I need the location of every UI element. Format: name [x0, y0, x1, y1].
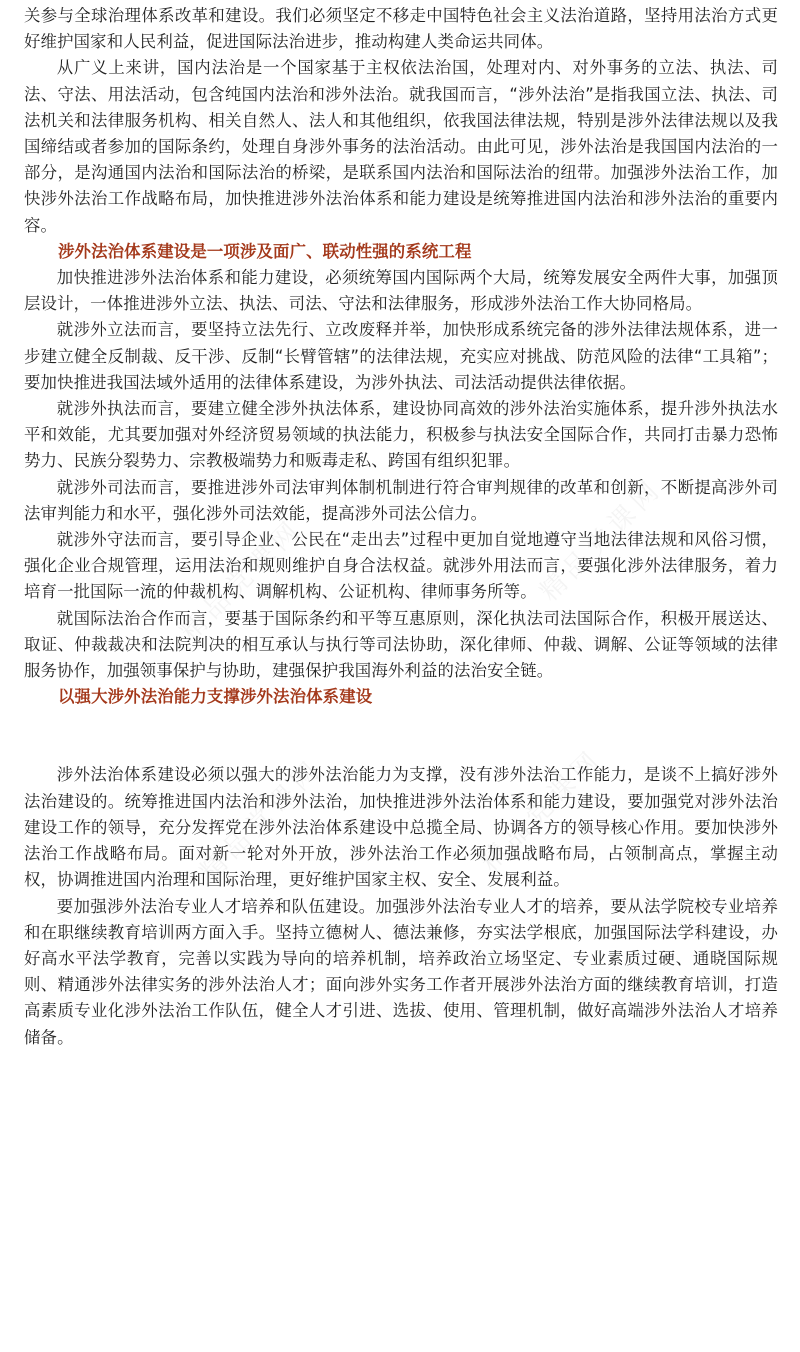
paragraph-foreign-compliance: 就涉外守法而言，要引导企业、公民在“走出去”过程中更加自觉地遵守当地法律法规和风俗习惯，强化企业合规管理，运用法治和规则维护自身合法权益。就涉外用法而言，要强化涉外法律服务，着力培育一批国际一流的仲裁机构、调解机构、公证机构、律师事务所等。: [24, 530, 778, 602]
paragraph-foreign-judiciary: 就涉外司法而言，要推进涉外司法审判体制机制进行符合审判规律的改革和创新，不断提高涉外司法审判能力和水平，强化涉外司法效能，提高涉外司法公信力。: [24, 477, 778, 523]
section-heading-systems-engineering: 涉外法治体系建设是一项涉及面广、联动性强的系统工程: [58, 241, 472, 261]
article-body: [24, 3, 778, 1051]
paragraph-intro-continued: 关参与全球治理体系改革和建设。我们必须坚定不移走中国特色社会主义法治道路，坚持用法治方式更好维护国家和人民利益，促进国际法治进步，推动构建人类命运共同体。: [24, 6, 778, 52]
paragraph-foreign-enforcement: 就涉外执法而言，要建立健全涉外执法体系，建设协同高效的涉外法治实施体系，提升涉外执法水平和效能，尤其要加强对外经济贸易领域的执法能力，积极参与执法安全国际合作，共同打击暴力恐怖势力、民族分裂势力、宗教极端势力和贩毒走私、跨国有组织犯罪。: [24, 399, 778, 471]
paragraph-international-cooperation: 就国际法治合作而言，要基于国际条约和平等互惠原则，深化执法司法国际合作，积极开展送达、取证、仲裁裁决和法院判决的相互承认与执行等司法协助，深化律师、仲裁、调解、公证等领域的法律服务协作，加强领事保护与协助，建强保护我国海外利益的法治安全链。: [24, 608, 778, 681]
watermark-1: 精品党课网: [174, 513, 309, 648]
paragraph-domestic-rule-of-law: 从广义上来讲，国内法治是一个国家基于主权依法治国，处理对内、对外事务的立法、执法、司法、守法、用法活动，包含纯国内法治和涉外法治。就我国而言，“涉外法治”是指我国立法、执法、司法机关和法律服务机构、相关自然人、法人和其他组织，依我国法律法规，特别是涉外法律法规以及我国缔结或者参加的国际条约，处理自身涉外事务的法治活动。由此可见，涉外法治是我国国内法治的一部分，是沟通国内法治和国际法治的桥梁，是联系国内法治和国际法治的纽带。加强涉外法治工作，加快涉外法治工作战略布局，加快推进涉外法治体系和能力建设是统筹推进国内法治和涉外法治的重要内容。: [24, 58, 778, 235]
paragraph-overall-planning: 加快推进涉外法治体系和能力建设，必须统筹国内国际两个大局，统筹发展安全两件大事，加强顶层设计，一体推进涉外立法、执法、司法、守法和法律服务，形成涉外法治工作大协同格局。: [24, 268, 778, 314]
watermark-2: 精品党课网: [534, 473, 669, 608]
paragraph-foreign-legislation: 就涉外立法而言，要坚持立法先行、立改废释并举，加快形成系统完备的涉外法律法规体系，进一步建立健全反制裁、反干涉、反制“长臂管辖”的法律法规，充实应对挑战、防范风险的法律“工具箱”；要加快推进我国法域外适用的法律体系建设，为涉外执法、司法活动提供法律依据。: [24, 320, 778, 392]
watermark-4: 精品党课网: [474, 743, 609, 878]
blank-gap: [24, 710, 778, 762]
paragraph-talent-cultivation: 要加强涉外法治专业人才培养和队伍建设。加强涉外法治专业人才的培养，要从法学院校专业培养和在职继续教育培训两方面入手。坚持立德树人、德法兼修，夯实法学根底，加强国际法学科建设，办好高水平法学教育，完善以实践为导向的培养机制，培养政治立场坚定、专业素质过硬、通晓国际规则、精通涉外法律实务的涉外法治人才；面向涉外实务工作者开展涉外法治方面的继续教育培训，打造高素质专业化涉外法治工作队伍，健全人才引进、选拔、使用、管理机制，做好高端涉外法治人才培养储备。: [24, 896, 778, 1047]
paragraph-capacity-leadership: 涉外法治体系建设必须以强大的涉外法治能力为支撑，没有涉外法治工作能力，是谈不上搞好涉外法治建设的。统筹推进国内法治和涉外法治，加快推进涉外法治体系和能力建设，要加强党对涉外法治建设工作的领导，充分发挥党在涉外法治体系建设中总揽全局、协调各方的领导核心作用。要加快涉外法治工作战略布局。面对新一轮对外开放，涉外法治工作必须加强战略布局，占领制高点，掌握主动权，协调推进国内治理和国际治理，更好维护国家主权、安全、发展利益。: [24, 765, 778, 890]
watermark-3: 精品党课网: [194, 753, 329, 888]
section-heading-capacity-support: 以强大涉外法治能力支撑涉外法治体系建设: [58, 687, 373, 707]
